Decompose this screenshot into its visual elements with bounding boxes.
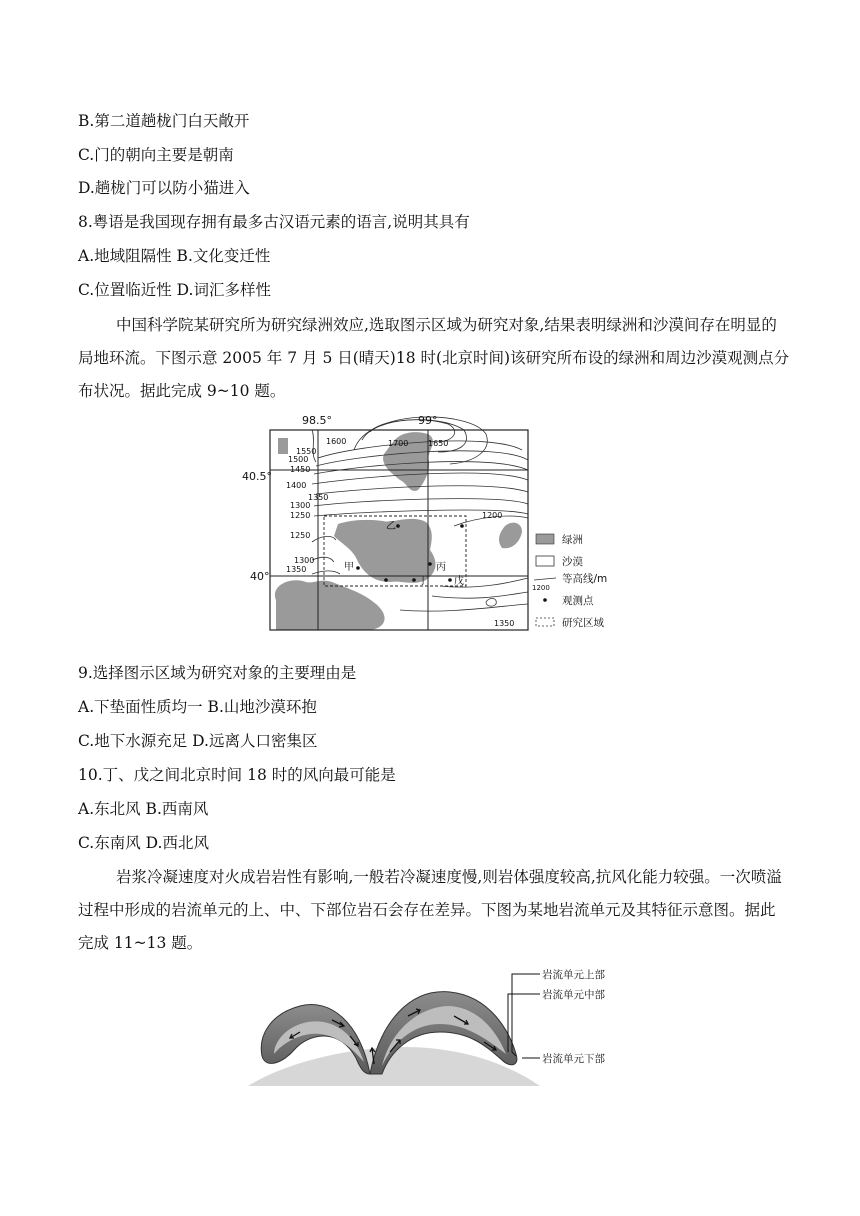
q10-stem: 10.丁、戊之间北京时间 18 时的风向最可能是 xyxy=(78,766,396,784)
contour-label: 1450 xyxy=(290,465,311,474)
contour-label: 1250 xyxy=(290,531,311,540)
point-label-bing: 丙 xyxy=(436,562,446,573)
lat-label-40: 40° xyxy=(250,570,270,583)
q9-stem: 9.选择图示区域为研究对象的主要理由是 xyxy=(78,664,357,682)
contour-label: 1350 xyxy=(308,493,329,502)
contour-label: 1250 xyxy=(290,511,311,520)
label-lower-part: 岩流单元下部 xyxy=(542,1053,605,1065)
oasis-southwest xyxy=(275,580,385,630)
legend-oasis-swatch xyxy=(536,534,554,544)
point-label-ding: 丁 xyxy=(418,576,428,587)
legend-contour-label: 等高线/m xyxy=(562,573,608,585)
contour-label: 1550 xyxy=(296,447,317,456)
oasis-west-small xyxy=(278,438,288,454)
label-middle-part: 岩流单元中部 xyxy=(542,989,605,1001)
q7-option-c: C.门的朝向主要是朝南 xyxy=(78,146,234,164)
lon-label-98-5: 98.5° xyxy=(302,414,332,427)
q7-option-b: B.第二道趟栊门白天敞开 xyxy=(78,112,250,130)
contour-label: 1300 xyxy=(294,556,315,565)
label-upper-part: 岩流单元上部 xyxy=(542,969,605,981)
q9-options-row1: A.下垫面性质均一 B.山地沙漠环抱 xyxy=(78,698,317,716)
lava-flow-figure xyxy=(240,962,640,1090)
q8-options-row2: C.位置临近性 D.词汇多样性 xyxy=(78,281,271,299)
map-legend xyxy=(532,533,607,629)
lat-label-40-5: 40.5° xyxy=(242,470,272,483)
oasis-central xyxy=(334,519,436,583)
legend-oasis-label: 绿洲 xyxy=(562,534,583,546)
lon-label-99: 99° xyxy=(418,414,438,427)
contour-label: 1650 xyxy=(428,439,449,448)
contour-label: 1600 xyxy=(326,437,347,446)
passage-oasis: 中国科学院某研究所为研究绿洲效应,选取图示区域为研究对象,结果表明绿洲和沙漠间存在明显的局地环流。下图示意 2005 年 7 月 5 日(晴天)18 时(北京时间)该研究所布设的绿洲和周边沙漠观测点分布状况。据此完成 9~10 题。 xyxy=(78,316,790,400)
q10-options-row2: C.东南风 D.西北风 xyxy=(78,834,209,852)
contour-label: 1300 xyxy=(290,501,311,510)
passage-lava: 岩浆冷凝速度对火成岩岩性有影响,一般若冷凝速度慢,则岩体强度较高,抗风化能力较强。一次喷溢过程中形成的岩流单元的上、中、下部位岩石会存在差异。下图为某地岩流单元及其特征示意图。据此完成 11~13 题。 xyxy=(78,868,782,952)
contour-label: 1200 xyxy=(482,511,503,520)
legend-point-label: 观测点 xyxy=(562,595,594,607)
observation-point xyxy=(448,578,452,582)
observation-point xyxy=(460,524,464,528)
legend-desert-label: 沙漠 xyxy=(562,556,583,568)
observation-point xyxy=(396,524,400,528)
contour-label: 1350 xyxy=(494,619,515,628)
point-label-wu: 戊 xyxy=(454,576,464,587)
legend-area-label: 研究区域 xyxy=(562,617,604,629)
q8-stem: 8.粤语是我国现存拥有最多古汉语元素的语言,说明其具有 xyxy=(78,213,470,231)
legend-desert-swatch xyxy=(536,556,554,566)
point-label-jia: 甲 xyxy=(344,562,354,573)
legend-contour-swatch xyxy=(534,578,556,580)
q8-options-row1: A.地域阻隔性 B.文化变迁性 xyxy=(78,247,271,265)
observation-point xyxy=(412,578,416,582)
q9-options-row2: C.地下水源充足 D.远离人口密集区 xyxy=(78,732,318,750)
observation-point xyxy=(428,562,432,566)
legend-point-swatch xyxy=(543,598,547,602)
contour-label: 1500 xyxy=(288,455,309,464)
contour-label: 1700 xyxy=(388,439,409,448)
q10-options-row1: A.东北风 B.西南风 xyxy=(78,800,209,818)
contour-label: 1400 xyxy=(286,481,307,490)
legend-area-swatch xyxy=(536,618,554,626)
contour-label: 1350 xyxy=(286,565,307,574)
observation-point xyxy=(356,566,360,570)
q7-option-d: D.趟栊门可以防小猫进入 xyxy=(78,179,250,197)
point-label-yi: 乙 xyxy=(386,521,396,532)
oasis-east xyxy=(499,523,522,549)
oasis-map-figure xyxy=(242,410,690,635)
observation-point xyxy=(384,578,388,582)
legend-contour-value: 1200 xyxy=(532,584,550,592)
